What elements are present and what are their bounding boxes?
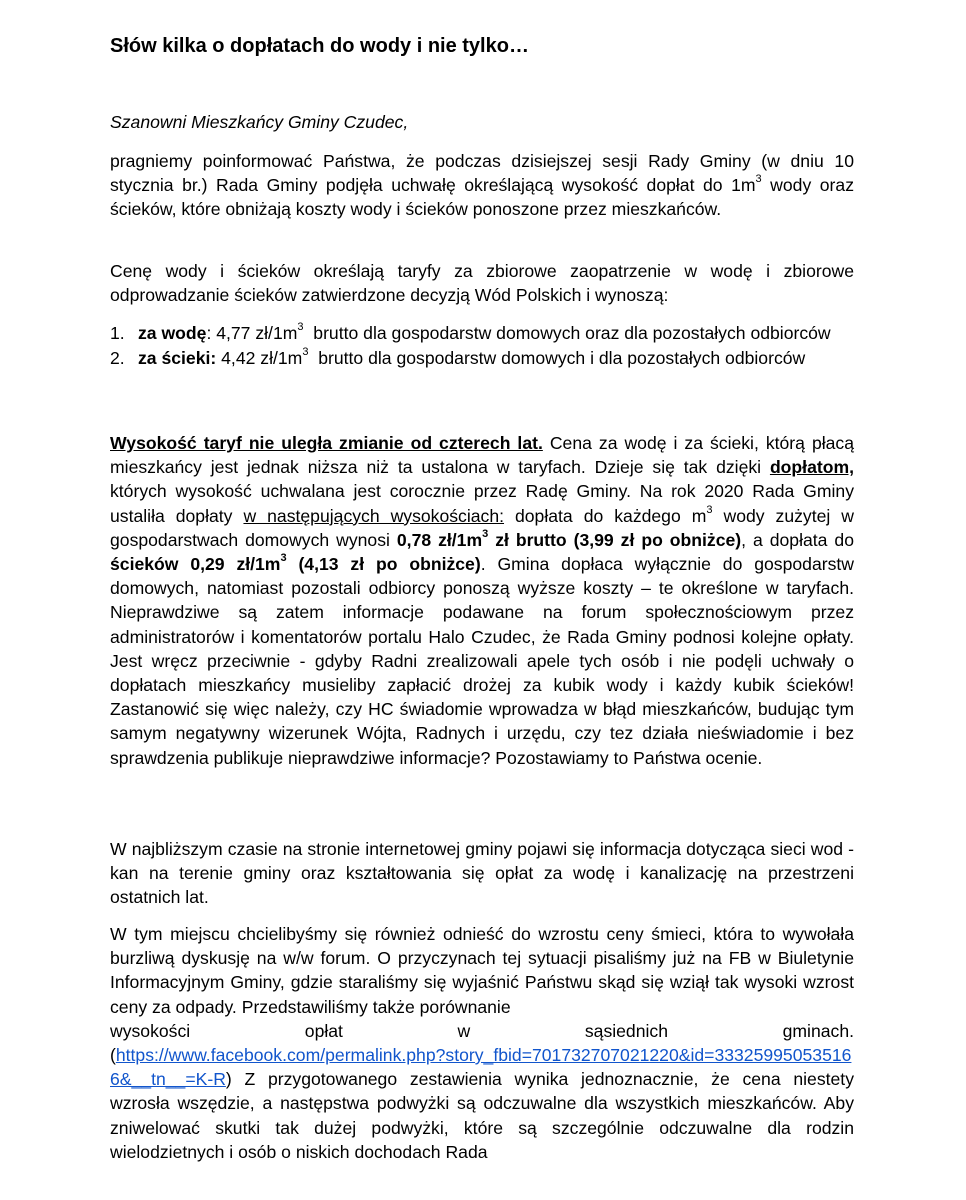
paragraph-intro: pragniemy poinformować Państwa, że podczas dzisiejszej sesji Rady Gminy (w dniu 10 stycznia br.) Rada Gminy podjęła uchwałę określającą wysokość dopłat do $1m^3$ wody oraz ścieków, które obniżają koszty wody i ścieków ponoszone przez mieszkańców. [110,151,854,220]
paragraph-subsidies: Wysokość taryf nie uległa zmianie od czterech lat. Cena za wodę i za ścieki, którą płacą mieszkańcy jest jednak niższa niż ta ustalona w taryfach. Dzieje się tak dzięki dopłatom, których wysokość uchwalana jest corocznie przez Radę Gminy. Na rok 2020 Rada Gminy ustaliła dopłaty w następujących wysokościach: dopłata do każdego $m^3$ wody zużytej w gospodarstwach domowych wynosi 0,78 $zł/1m^3$ zł brutto (3,99 zł po obniżce), a dopłata do ścieków 0,29 $zł/1m^3$ (4,13 zł po obniżce). Gmina dopłaca wyłącznie do gospodarstw domowych, natomiast pozostali odbiorcy ponoszą wyższe koszty – te określone w taryfach. Nieprawdziwe są zatem informacje podawane na forum społecznościowym przez administratorów i komentatorów portalu Halo Czudec, że Rada Gminy podnosi kolejne opłaty. Jest wręcz przeciwnie - gdyby Radni zrealizowali apele tych osób i nie podęli uchwały o dopłatach mieszkańcy musieliby zapłacić drożej za kubik wody i każdy kubik ścieków! Zastanowić się więc należy, czy HC świadomie wprowadza w błąd mieszkańców, budując tym samym negatywny wizerunek Wójta, Radnych i urzędu, czy tez działa nieświadomie i bez sprawdzenia publikuje nieprawdziwe informacje? Pozostawiamy to Państwa ocenie. [110,433,855,768]
page-title: Słów kilka o dopłatach do wody i nie tylko… [110,35,529,57]
paragraph-tariffs: Cenę wody i ścieków określają taryfy za zbiorowe zaopatrzenie w wodę i zbiorowe odprowadzanie ścieków zatwierdzone decyzją Wód Polskich i wynoszą: [110,261,854,306]
tariff-list [110,321,854,370]
paragraph-waste-part3: (https://www.facebook.com/permalink.php?story_fbid=701732707021220&id=333259950535166&__tn__=K-R) Z przygotowanego zestawienia wynika jednoznacznie, że cena niestety wzrosła wszędzie, a następstwa podwyżki są odczuwalne dla wszystkich mieszkańców. Aby zniwelować skutki tak dużej podwyżki, które są szczególnie odczuwalne dla rodzin wielodzietnych i osób o niskich dochodach Rada [110,1045,854,1162]
paragraph-upcoming-info: W najbliższym czasie na stronie internetowej gminy pojawi się informacja dotycząca sieci wod - kan na terenie gminy oraz kształtowania się opłat za wodę i kanalizację na przestrzeni ostatnich lat. [110,839,854,908]
paragraph-waste-part2: wysokości opłat w sąsiednich gminach. [110,1020,854,1041]
paragraph-waste-prices [110,922,854,1164]
salutation: Szanowni Mieszkańcy Gminy Czudec, [110,112,409,132]
facebook-link[interactable]: https://www.facebook.com/permalink.php?story_fbid=701732707021220&id=333259950535166&__tn__=K-R [110,1045,852,1090]
list-item: 1. za wodę: 4,77 $zł/1m^3$ brutto dla gospodarstw domowych oraz dla pozostałych odbiorców [110,321,831,343]
paragraph-waste-part1: W tym miejscu chcielibyśmy się również odnieść do wzrostu ceny śmieci, która to wywołała burzliwą dyskusję na w/w forum. O przyczynach tej sytuacji pisaliśmy już na FB w Biuletynie Informacyjnym Gminy, gdzie staraliśmy się wyjaśnić Państwu skąd się wziął tak wysoki wzrost ceny za odpady. Przedstawiliśmy także porównanie [110,924,854,1017]
list-item: 2. za ścieki: 4,42 $zł/1m^3$ brutto dla gospodarstw domowych i dla pozostałych odbiorców [110,346,806,369]
